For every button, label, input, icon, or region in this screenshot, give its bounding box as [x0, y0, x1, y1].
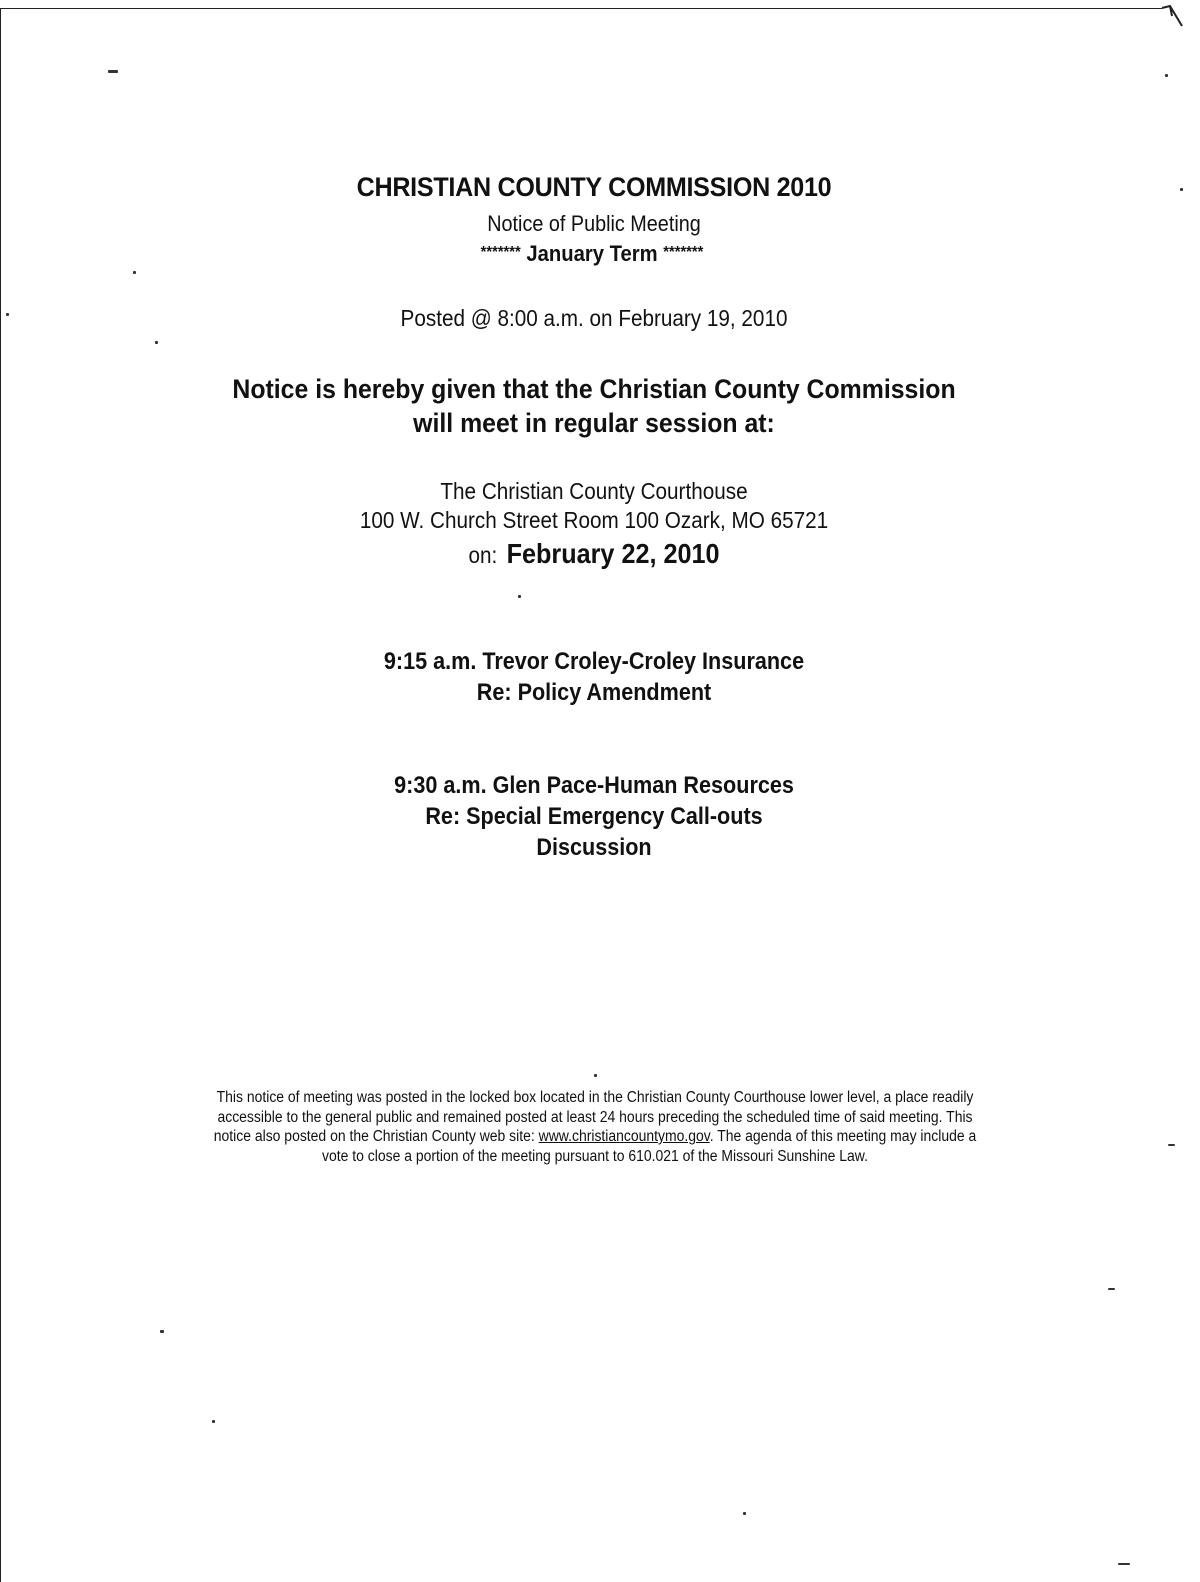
notice-statement	[42, 372, 1146, 440]
meeting-date: February 22, 2010	[506, 538, 720, 569]
scan-speck	[1108, 1288, 1115, 1290]
term-label: January Term	[526, 241, 658, 266]
scan-speck	[743, 1512, 746, 1515]
location-address: 100 W. Church Street Room 100 Ozark, MO 65721	[359, 507, 829, 533]
location-building: The Christian County Courthouse	[440, 478, 748, 504]
meeting-date-line	[54, 538, 1134, 570]
notice-statement-line1: Notice is hereby given that the Christian County Commission	[232, 374, 956, 404]
scan-speck	[1118, 1563, 1130, 1565]
agenda-item-time-presenter: 9:15 a.m. Trevor Croley-Croley Insurance	[383, 648, 805, 675]
agenda-item	[54, 646, 1134, 708]
disclaimer-text-end: . The agenda of this meeting may include a vote to close a portion of the meeting pursuant to 610.021 of the Missouri Sunshine Law.	[322, 1128, 977, 1165]
scan-speck	[594, 1074, 597, 1077]
meeting-location	[54, 477, 1134, 535]
scan-speck	[212, 1420, 215, 1423]
disclaimer-text: This notice of meeting was posted in the locked box located in the Christian County Courthouse lower level, a place readily accessible to the general public and remained posted at least 24 hours preceding the scheduled time of said meeting. This notice also posted on the Christian County web site:	[213, 1089, 974, 1145]
notice-subtitle: Notice of Public Meeting	[487, 211, 701, 236]
agenda-item-subject-cont: Discussion	[536, 834, 652, 861]
date-on-label: on:	[468, 542, 498, 568]
agenda-item-time-presenter: 9:30 a.m. Glen Pace-Human Resources	[394, 772, 794, 799]
scan-speck	[518, 595, 521, 598]
scan-speck	[133, 271, 136, 274]
scan-speck	[155, 341, 158, 344]
scan-border-top	[0, 8, 1162, 9]
scan-speck	[160, 1330, 164, 1333]
term-line	[40, 241, 1144, 267]
notice-title: CHRISTIAN COUNTY COMMISSION 2010	[356, 172, 832, 202]
scan-speck	[108, 70, 118, 73]
scan-speck	[1165, 74, 1168, 77]
agenda-item	[54, 770, 1134, 863]
agenda-item-subject: Re: Policy Amendment	[476, 679, 712, 706]
posting-disclaimer	[213, 1088, 978, 1166]
scan-speck	[1180, 188, 1183, 191]
scan-border-left	[0, 8, 1, 1582]
county-website-link[interactable]: www.christiancountymo.gov	[538, 1128, 710, 1145]
term-stars-right: *******	[663, 244, 704, 261]
scan-corner-mark	[1160, 2, 1186, 32]
agenda-item-subject: Re: Special Emergency Call-outs	[425, 803, 763, 830]
notice-statement-line2: will meet in regular session at:	[413, 408, 775, 438]
posted-line: Posted @ 8:00 a.m. on February 19, 2010	[400, 305, 788, 331]
term-stars-left: *******	[480, 244, 521, 261]
scan-speck	[1168, 1144, 1175, 1146]
scan-speck	[6, 313, 9, 316]
